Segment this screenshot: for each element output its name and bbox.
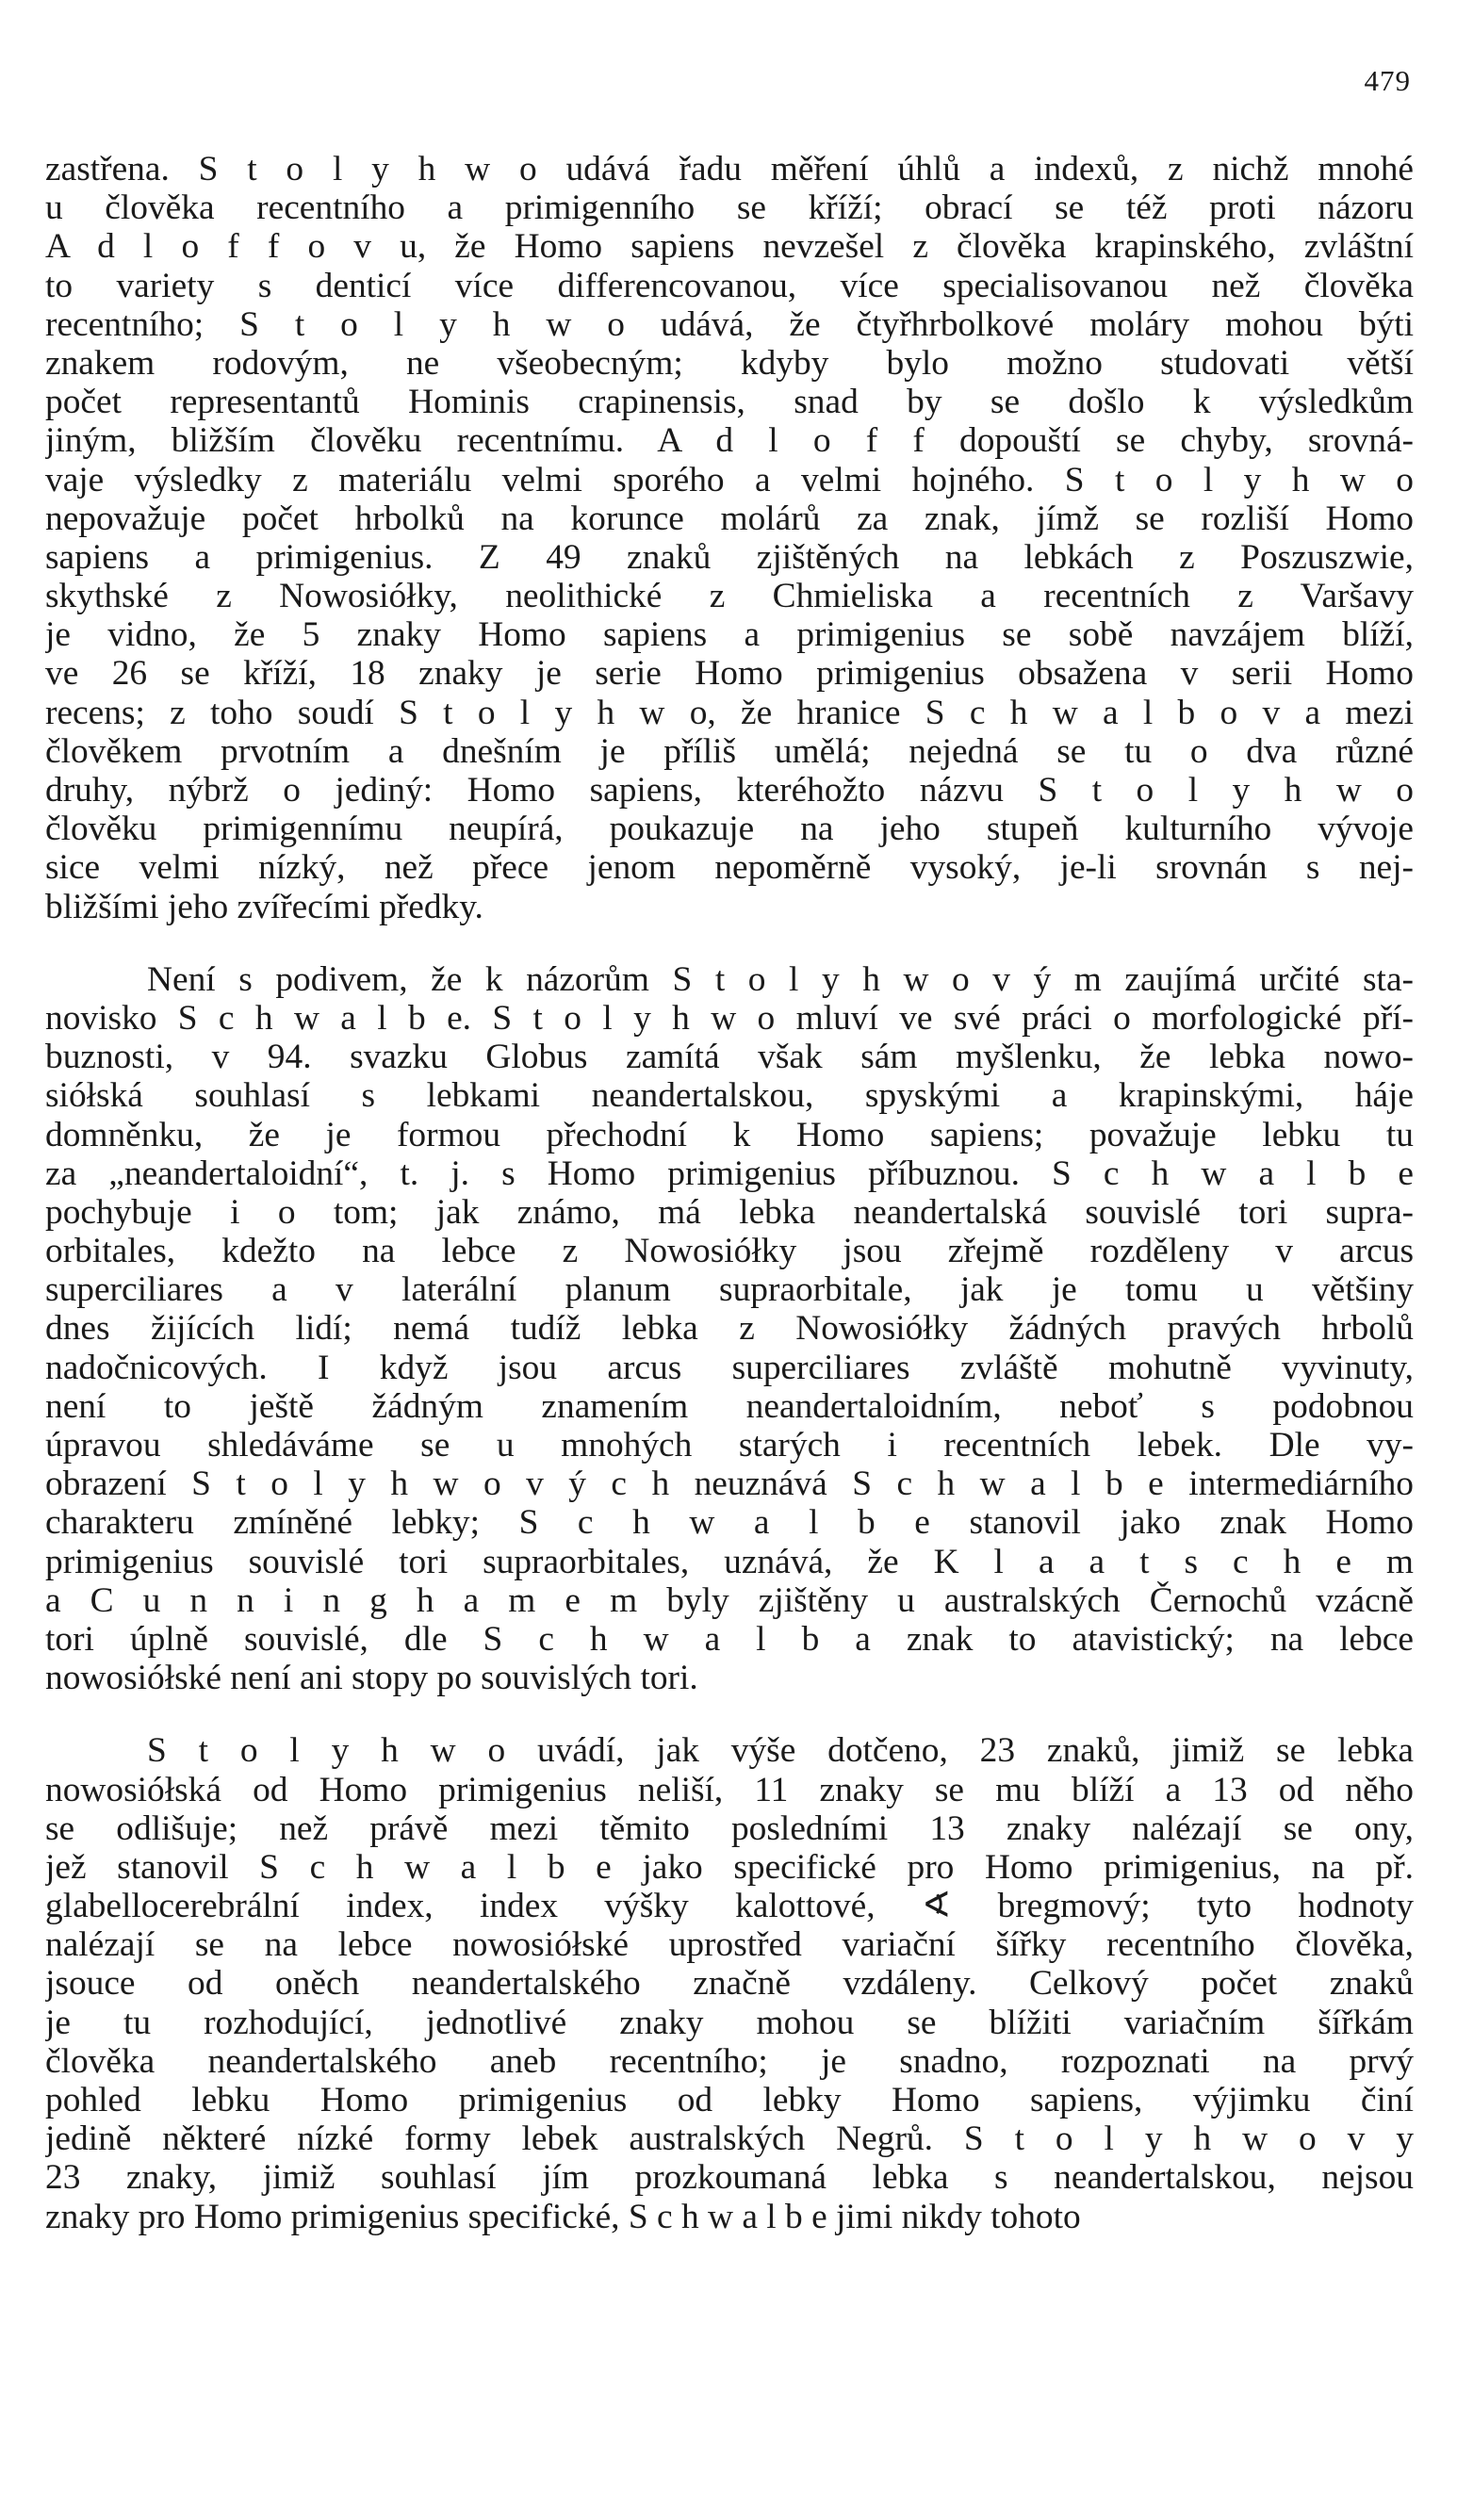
text-line: zastřena. S t o l y h w o udává řadu měření úhlů a indexů, z nichž mnohé xyxy=(45,150,1414,188)
paragraph xyxy=(45,1731,1414,2235)
text-line: primigenius souvislé tori supraorbitales, uznává, že K l a a t s c h e m xyxy=(45,1542,1414,1581)
body-text xyxy=(45,150,1414,2236)
text-line: buznosti, v 94. svazku Globus zamítá však sám myšlenku, že lebka nowo- xyxy=(45,1038,1414,1077)
text-line: superciliares a v laterální planum supraorbitale, jak je tomu u většiny xyxy=(45,1270,1414,1310)
text-line: tori úplně souvislé, dle S c h w a l b a znak to atavistický; na lebce xyxy=(45,1619,1414,1659)
text-line: pohled lebku Homo primigenius od lebky Homo sapiens, výjimku činí xyxy=(45,2081,1414,2119)
text-line: nadočnicových. I když jsou arcus superciliares zvláště mohutně vyvinuty, xyxy=(45,1348,1414,1387)
text-line: siółská souhlasí s lebkami neandertalskou, spyskými a krapinskými, háje xyxy=(45,1076,1414,1116)
text-line: nalézají se na lebce nowosiółské uprostřed variační šířky recentního člověka, xyxy=(45,1925,1414,1965)
text-line: není to ještě žádným znamením neandertaloidním, neboť s podobnou xyxy=(45,1386,1414,1426)
text-line: nowosiółská od Homo primigenius neliší, 11 znaky se mu blíží a 13 od něho xyxy=(45,1770,1414,1809)
text-line: skythské z Nowosiółky, neolithické z Chmieliska a recentních z Varšavy xyxy=(45,577,1414,616)
text-line: člověka neandertalského aneb recentního; je snadno, rozpoznati na prvý xyxy=(45,2041,1414,2081)
text-line: vaje výsledky z materiálu velmi sporého a velmi hojného. S t o l y h w o xyxy=(45,460,1414,499)
text-line: sice velmi nízký, než přece jenom nepoměrně vysoký, je-li srovnán s nej- xyxy=(45,848,1414,888)
text-line: glabellocerebrální index, index výšky kalottové, ∢ bregmový; tyto hodnoty xyxy=(45,1887,1414,1926)
text-line: dnes žijících lidí; nemá tudíž lebka z Nowosiółky žádných pravých hrbolů xyxy=(45,1309,1414,1349)
text-line: pochybuje i o tom; jak známo, má lebka neandertalská souvislé tori supra- xyxy=(45,1192,1414,1232)
text-line: za „neandertaloidní“, t. j. s Homo primigenius příbuznou. S c h w a l b e xyxy=(45,1154,1414,1193)
page-number: 479 xyxy=(1364,64,1411,97)
text-line: úpravou shledáváme se u mnohých starých i recentních lebek. Dle vy- xyxy=(45,1426,1414,1465)
text-line: to variety s denticí více differencovanou, více specialisovanou než člověka xyxy=(45,266,1414,305)
text-line: bližšími jeho zvířecími předky. xyxy=(45,887,483,926)
text-line: ve 26 se kříží, 18 znaky je serie Homo primigenius obsažena v serii Homo xyxy=(45,654,1414,694)
text-line: A d l o f f o v u, že Homo sapiens nevzešel z člověka krapinského, zvláštní xyxy=(45,227,1414,267)
text-line: recentního; S t o l y h w o udává, že čtyřhrbolkové moláry mohou býti xyxy=(45,304,1414,344)
paragraph xyxy=(45,150,1414,926)
text-line: a C u n n i n g h a m e m byly zjištěny u australských Černochů vzácně xyxy=(45,1580,1414,1620)
text-line: u člověka recentního a primigenního se kříží; obrací se též proti názoru xyxy=(45,188,1414,228)
paragraph-gap xyxy=(45,926,1414,960)
text-line: jež stanovil S c h w a l b e jako specifické pro Homo primigenius, na př. xyxy=(45,1847,1414,1887)
text-line: 23 znaky, jimiž souhlasí jím prozkoumaná lebka s neandertalskou, nejsou xyxy=(45,2158,1414,2198)
text-line: člověkem prvotním a dnešním je příliš umělá; nejedná se tu o dva různé xyxy=(45,731,1414,771)
text-line: recens; z toho soudí S t o l y h w o, že hranice S c h w a l b o v a mezi xyxy=(45,693,1414,732)
text-line: se odlišuje; než právě mezi těmito posledními 13 znaky nalézají se ony, xyxy=(45,1808,1414,1848)
text-line: obrazení S t o l y h w o v ý c h neuznává S c h w a l b e intermediárního xyxy=(45,1465,1414,1504)
text-line: člověku primigennímu neupírá, poukazuje na jeho stupeň kulturního vývoje xyxy=(45,810,1414,849)
text-line: sapiens a primigenius. Z 49 znaků zjištěných na lebkách z Poszuszwie, xyxy=(45,537,1414,577)
text-line: jedině některé nízké formy lebek australských Negrů. S t o l y h w o v y xyxy=(45,2119,1414,2159)
text-line: jiným, bližším člověku recentnímu. A d l o f f dopouští se chyby, srovná- xyxy=(45,421,1414,461)
text-line: počet representantů Hominis crapinensis, snad by se došlo k výsledkům xyxy=(45,383,1414,422)
paragraph-gap xyxy=(45,1697,1414,1731)
paragraph xyxy=(45,960,1414,1698)
text-line: novisko S c h w a l b e. S t o l y h w o mluví ve své práci o morfologické pří- xyxy=(45,998,1414,1038)
text-line: znaky pro Homo primigenius specifické, S c h w a l b e jimi nikdy tohoto xyxy=(45,2197,1081,2236)
text-line: S t o l y h w o uvádí, jak výše dotčeno, 23 znaků, jimiž se lebka xyxy=(147,1731,1414,1771)
text-line: orbitales, kdežto na lebce z Nowosiółky jsou zřejmě rozděleny v arcus xyxy=(45,1232,1414,1271)
text-line: je tu rozhodující, jednotlivé znaky mohou se blížiti variačním šířkám xyxy=(45,2003,1414,2042)
text-line: domněnku, že je formou přechodní k Homo sapiens; považuje lebku tu xyxy=(45,1115,1414,1154)
text-line: charakteru zmíněné lebky; S c h w a l b e stanovil jako znak Homo xyxy=(45,1503,1414,1543)
text-line: znakem rodovým, ne všeobecným; kdyby bylo možno studovati větší xyxy=(45,343,1414,383)
text-line: je vidno, že 5 znaky Homo sapiens a primigenius se sobě navzájem blíží, xyxy=(45,615,1414,655)
text-line: jsouce od oněch neandertalského značně vzdáleny. Celkový počet znaků xyxy=(45,1964,1414,2004)
text-line: nowosiółské není ani stopy po souvislých tori. xyxy=(45,1659,698,1698)
text-line: druhy, nýbrž o jediný: Homo sapiens, kteréhožto názvu S t o l y h w o xyxy=(45,771,1414,810)
text-line: Není s podivem, že k názorům S t o l y h w o v ý m zaujímá určité sta- xyxy=(147,959,1414,999)
text-line: nepovažuje počet hrbolků na korunce molárů za znak, jímž se rozliší Homo xyxy=(45,499,1414,538)
